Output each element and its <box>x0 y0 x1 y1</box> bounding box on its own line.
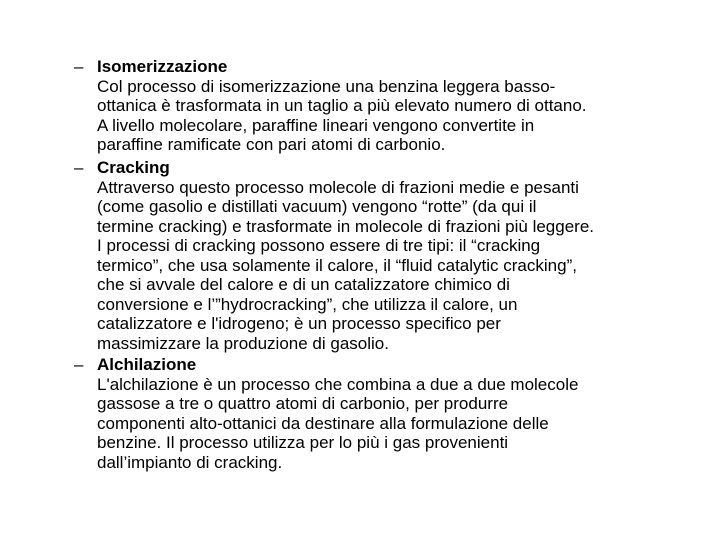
body-line: termine cracking) e trasformate in molecole di frazioni più leggere. <box>97 216 595 236</box>
body-line: gassose a tre o quattro atomi di carbonio, per produrre <box>97 394 509 413</box>
bullet-dash: – <box>74 57 84 76</box>
section-heading: Alchilazione <box>97 355 197 374</box>
body-line: A livello molecolare, paraffine lineari vengono convertite in <box>97 115 535 135</box>
body-line: Attraverso questo processo molecole di frazioni medie e pesanti <box>97 177 579 197</box>
section-heading: Cracking <box>97 158 170 177</box>
section-heading: Isomerizzazione <box>97 57 228 76</box>
body-line: ottanica è trasformata in un taglio a più elevato numero di ottano. <box>97 96 587 115</box>
body-line: L'alchilazione è un processo che combina a due a due molecole <box>97 374 579 394</box>
body-line: catalizzatore e l'idrogeno; è un processo specifico per <box>97 314 501 333</box>
bullet-dash: – <box>74 158 84 177</box>
body-line: (come gasolio e distillati vacuum) vengono “rotte” (da qui il <box>97 197 537 216</box>
body-line: componenti alto-ottanici da destinare alla formulazione delle <box>97 413 549 433</box>
body-line: I processi di cracking possono essere di tre tipi: il “cracking <box>97 236 541 255</box>
body-line: che si avvale del calore e di un catalizzatore chimico di <box>97 275 510 294</box>
body-line: massimizzare la produzione di gasolio. <box>97 333 389 353</box>
body-line: benzine. Il processo utilizza per lo più i gas provenienti <box>97 433 509 452</box>
body-line: dall’impianto di cracking. <box>97 452 283 472</box>
body-line: termico”, che usa solamente il calore, il “fluid catalytic cracking”, <box>97 255 577 275</box>
body-line: Col processo di isomerizzazione una benzina leggera basso- <box>97 76 556 96</box>
body-line: conversione e l’”hydrocracking”, che utilizza il calore, un <box>97 294 518 314</box>
bullet-dash: – <box>74 355 84 374</box>
body-line: paraffine ramificate con pari atomi di carbonio. <box>97 135 446 154</box>
